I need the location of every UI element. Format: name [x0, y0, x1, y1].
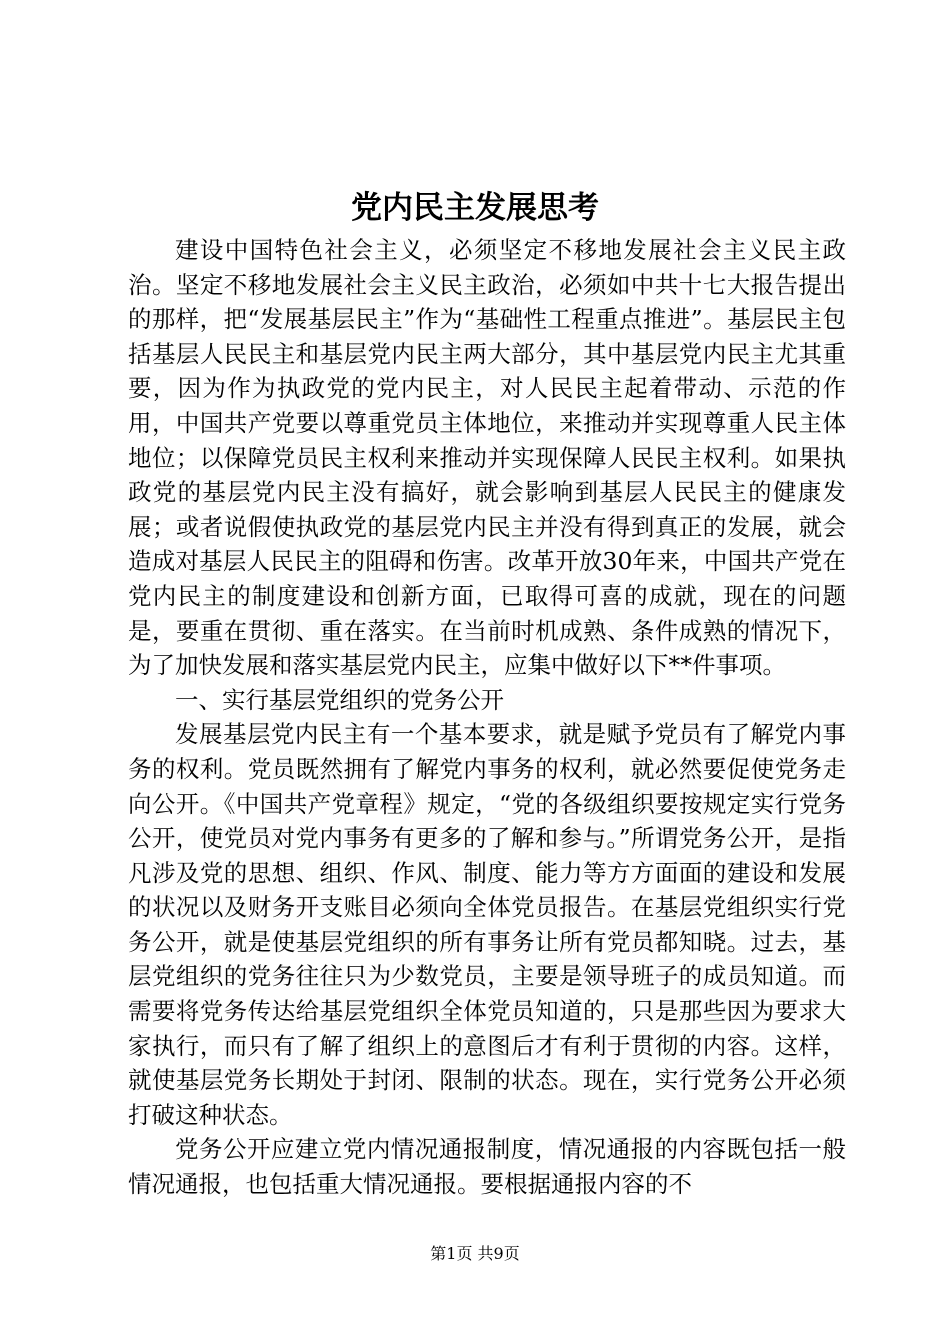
- page-footer: [0, 1243, 950, 1265]
- paragraph-section-1-cont: 党务公开应建立党内情况通报制度，情况通报的内容既包括一般情况通报，也包括重大情况通报。要根据通报内容的不: [128, 1135, 846, 1199]
- page-title: 党内民主发展思考: [351, 190, 599, 226]
- document-body: [128, 233, 846, 1202]
- page-number: 第1页 共9页: [430, 1244, 520, 1263]
- section-heading-1: 一、实行基层党组织的党务公开: [175, 685, 504, 714]
- paragraph-section-1: 发展基层党内民主有一个基本要求，就是赋予党员有了解党内事务的权利。党员既然拥有了解党内事务的权利，就必然要促使党务走向公开。《中国共产党章程》规定，“党的各级组织要按规定实行党务公开，使党员对党内事务有更多的了解和参与。”所谓党务公开，是指凡涉及党的思想、组织、作风、制度、能力等方方面面的建设和发展的状况以及财务开支账目必须向全体党员报告。在基层党组织实行党务公开，就是使基层党组织的所有事务让所有党员都知晓。过去，基层党组织的党务往往只为少数党员，主要是领导班子的成员知道。而需要将党务传达给基层党组织全体党员知道的，只是那些因为要求大家执行，而只有了解了组织上的意图后才有利于贯彻的内容。这样，就使基层党务长期处于封闭、限制的状态。现在，实行党务公开必须打破这种状态。: [128, 720, 846, 1129]
- paragraph-intro: 建设中国特色社会主义，必须坚定不移地发展社会主义民主政治。坚定不移地发展社会主义民主政治，必须如中共十七大报告提出的那样，把“发展基层民主”作为“基础性工程重点推进”。基层民主包括基层人民民主和基层党内民主两大部分，其中基层党内民主尤其重要，因为作为执政党的党内民主，对人民民主起着带动、示范的作用，中国共产党要以尊重党员主体地位，来推动并实现尊重人民主体地位；以保障党员民主权利来推动并实现保障人民民主权利。如果执政党的基层党内民主没有搞好，就会影响到基层人民民主的健康发展；或者说假使执政党的基层党内民主并没有得到真正的发展，就会造成对基层人民民主的阻碍和伤害。改革开放30年来，中国共产党在党内民主的制度建设和创新方面，已取得可喜的成就，现在的问题是，要重在贯彻、重在落实。在当前时机成熟、条件成熟的情况下，为了加快发展和落实基层党内民主，应集中做好以下**件事项。: [128, 236, 846, 680]
